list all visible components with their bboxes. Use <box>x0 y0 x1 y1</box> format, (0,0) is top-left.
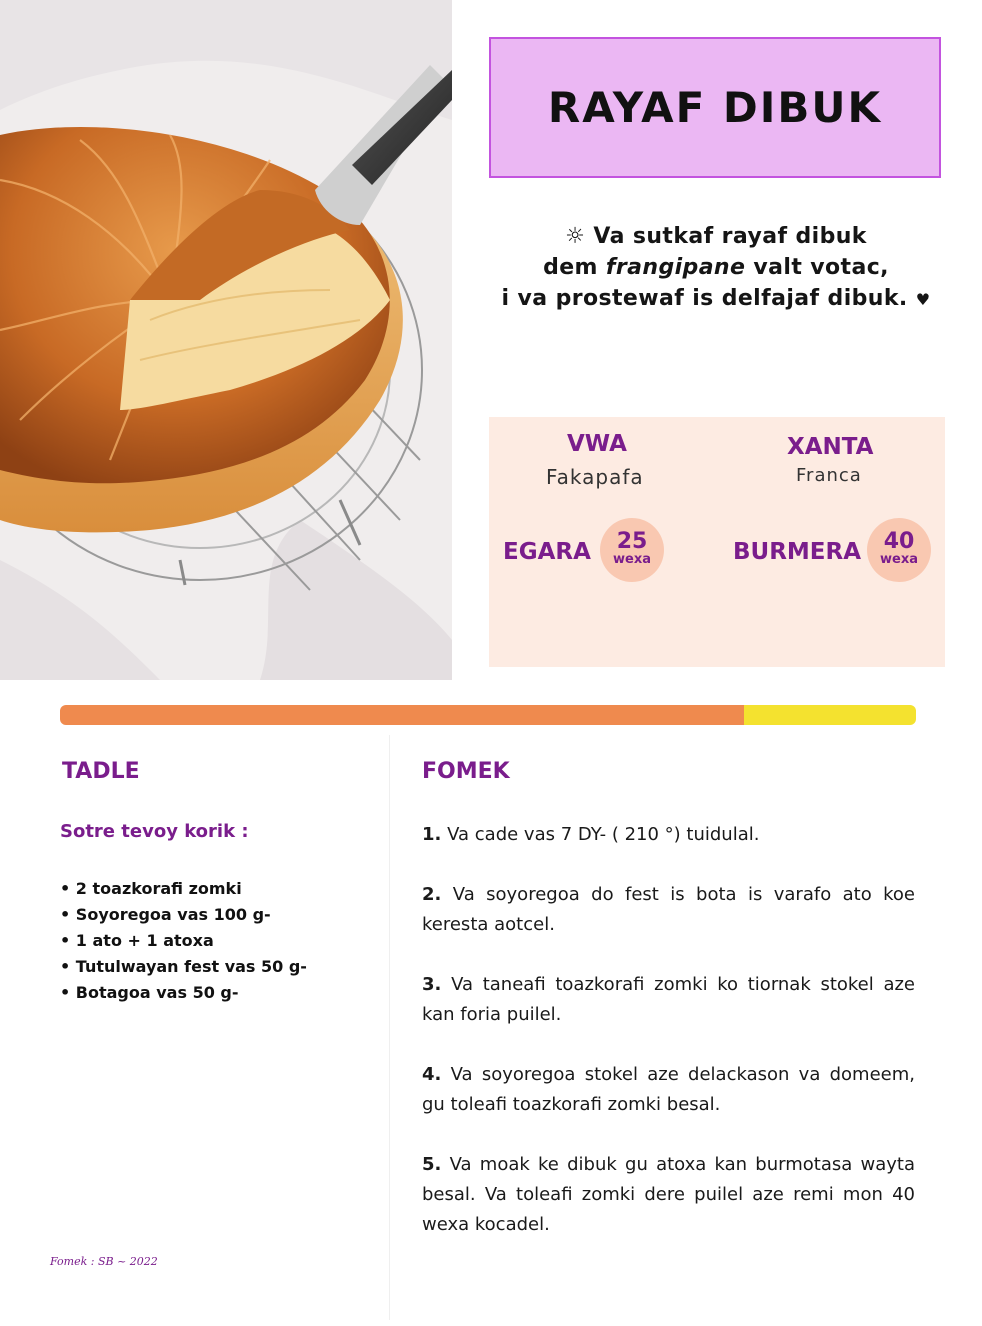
step-text: Va cade vas 7 DY- ( 210 °) tuidulal. <box>447 824 760 845</box>
galette-photo <box>0 0 452 680</box>
step-item <box>422 820 915 850</box>
intro-line-2-pre: dem <box>543 255 606 280</box>
intro-line-1: Va sutkaf rayaf dibuk <box>593 224 867 249</box>
step-text: Va taneafi toazkorafi zomki ko tiornak stokel aze kan foria puilel. <box>422 974 915 1025</box>
egara-unit: wexa <box>613 552 651 567</box>
step-number: 1. <box>422 824 442 845</box>
egara-label: EGARA <box>503 539 591 565</box>
intro-line-3: i va prostewaf is delfajaf dibuk. <box>501 286 908 311</box>
recipe-title: RAYAF DIBUK <box>547 83 883 132</box>
step-text: Va moak ke dibuk gu atoxa kan burmotasa wayta besal. Va toleafi zomki dere puilel aze remi mon 40 wexa kocadel. <box>422 1154 915 1235</box>
ingredients-title: TADLE <box>62 759 140 784</box>
step-item <box>422 970 915 1030</box>
burmera-unit: wexa <box>880 552 918 567</box>
ingredient-item: • 2 toazkorafi zomki <box>60 876 307 902</box>
intro-line-2-post: valt votac, <box>745 255 889 280</box>
intro-text <box>470 221 962 315</box>
steps-title: FOMEK <box>422 759 510 784</box>
recipe-info-box <box>489 417 945 667</box>
step-text: Va soyoregoa do fest is bota is varafo ato koe keresta aotcel. <box>422 884 915 935</box>
egara-badge <box>600 518 664 582</box>
vwa-label: VWA <box>567 431 627 457</box>
divider-bar-orange <box>60 705 744 725</box>
xanta-value: Franca <box>796 465 862 486</box>
divider-bar-yellow <box>744 705 916 725</box>
galette-illustration <box>0 0 452 680</box>
credit-text: Fomek : SB ~ 2022 <box>50 1255 158 1268</box>
heart-icon: ♥ <box>915 290 931 309</box>
step-item <box>422 880 915 940</box>
egara-value: 25 <box>616 529 648 554</box>
step-number: 5. <box>422 1154 442 1175</box>
title-box <box>489 37 941 178</box>
burmera-value: 40 <box>883 529 915 554</box>
ingredients-list <box>60 876 307 1006</box>
ingredient-item: • 1 ato + 1 atoxa <box>60 928 307 954</box>
intro-frangipane: frangipane <box>605 255 746 280</box>
sun-icon: ☼ <box>565 224 586 249</box>
xanta-label: XANTA <box>787 434 874 460</box>
steps-list <box>422 820 915 1270</box>
step-number: 3. <box>422 974 442 995</box>
ingredient-item: • Botagoa vas 50 g- <box>60 980 307 1006</box>
step-number: 2. <box>422 884 442 905</box>
ingredient-item: • Soyoregoa vas 100 g- <box>60 902 307 928</box>
step-number: 4. <box>422 1064 442 1085</box>
column-divider <box>389 735 390 1320</box>
burmera-label: BURMERA <box>733 539 862 565</box>
step-item <box>422 1150 915 1240</box>
ingredients-subtitle: Sotre tevoy korik : <box>60 821 249 842</box>
step-text: Va soyoregoa stokel aze delackason va domeem, gu toleafi toazkorafi zomki besal. <box>422 1064 915 1115</box>
step-item <box>422 1060 915 1120</box>
divider-bar <box>60 705 916 725</box>
burmera-badge <box>867 518 931 582</box>
vwa-value: Fakapafa <box>546 465 644 489</box>
ingredient-item: • Tutulwayan fest vas 50 g- <box>60 954 307 980</box>
